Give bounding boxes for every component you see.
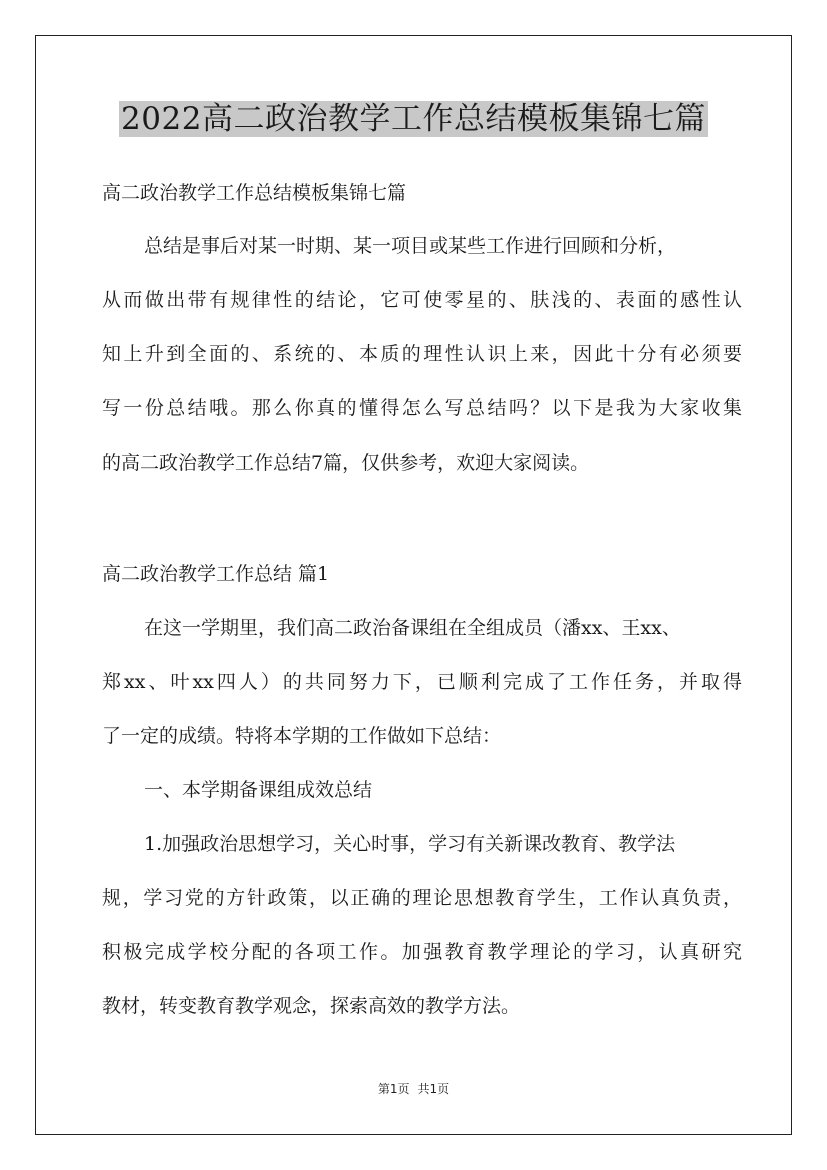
intro-line: 写一份总结哦。那么你真的懂得怎么写总结吗？以下是我为大家收集 — [102, 397, 742, 419]
section-heading: 高二政治教学工作总结 篇1 — [102, 563, 330, 585]
section-paragraph-line: 了一定的成绩。特将本学期的工作做如下总结： — [102, 725, 502, 747]
item-line: 规，学习党的方针政策，以正确的理论思想教育学生，工作认真负责， — [102, 887, 742, 909]
item-line: 1.加强政治思想学习，关心时事，学习有关新课改教育、教学法 — [144, 833, 676, 855]
item-line: 教材，转变教育教学观念，探索高效的教学方法。 — [102, 995, 521, 1017]
document-title — [0, 96, 827, 142]
section-paragraph-line: 在这一学期里，我们高二政治备课组在全组成员（潘xx、王xx、 — [144, 617, 681, 639]
intro-line: 的高二政治教学工作总结7篇，仅供参考，欢迎大家阅读。 — [102, 452, 590, 474]
document-subtitle: 高二政治教学工作总结模板集锦七篇 — [102, 182, 407, 204]
section-paragraph-line: 郑xx、叶xx四人）的共同努力下，已顺利完成了工作任务，并取得 — [102, 671, 742, 693]
subheading: 一、本学期备课组成效总结 — [144, 779, 373, 801]
item-line: 积极完成学校分配的各项工作。加强教育教学理论的学习，认真研究 — [102, 941, 742, 963]
intro-line: 从而做出带有规律性的结论，它可使零星的、肤浅的、表面的感性认 — [102, 289, 742, 311]
intro-line: 总结是事后对某一时期、某一项目或某些工作进行回顾和分析， — [144, 235, 677, 257]
document-title-text: 2022高二政治教学工作总结模板集锦七篇 — [121, 101, 706, 137]
page-number: 第1页 — [377, 1082, 410, 1096]
intro-line: 知上升到全面的、系统的、本质的理性认识上来，因此十分有必须要 — [102, 343, 742, 365]
page-footer — [0, 1080, 827, 1098]
page-total: 共1页 — [417, 1082, 450, 1096]
